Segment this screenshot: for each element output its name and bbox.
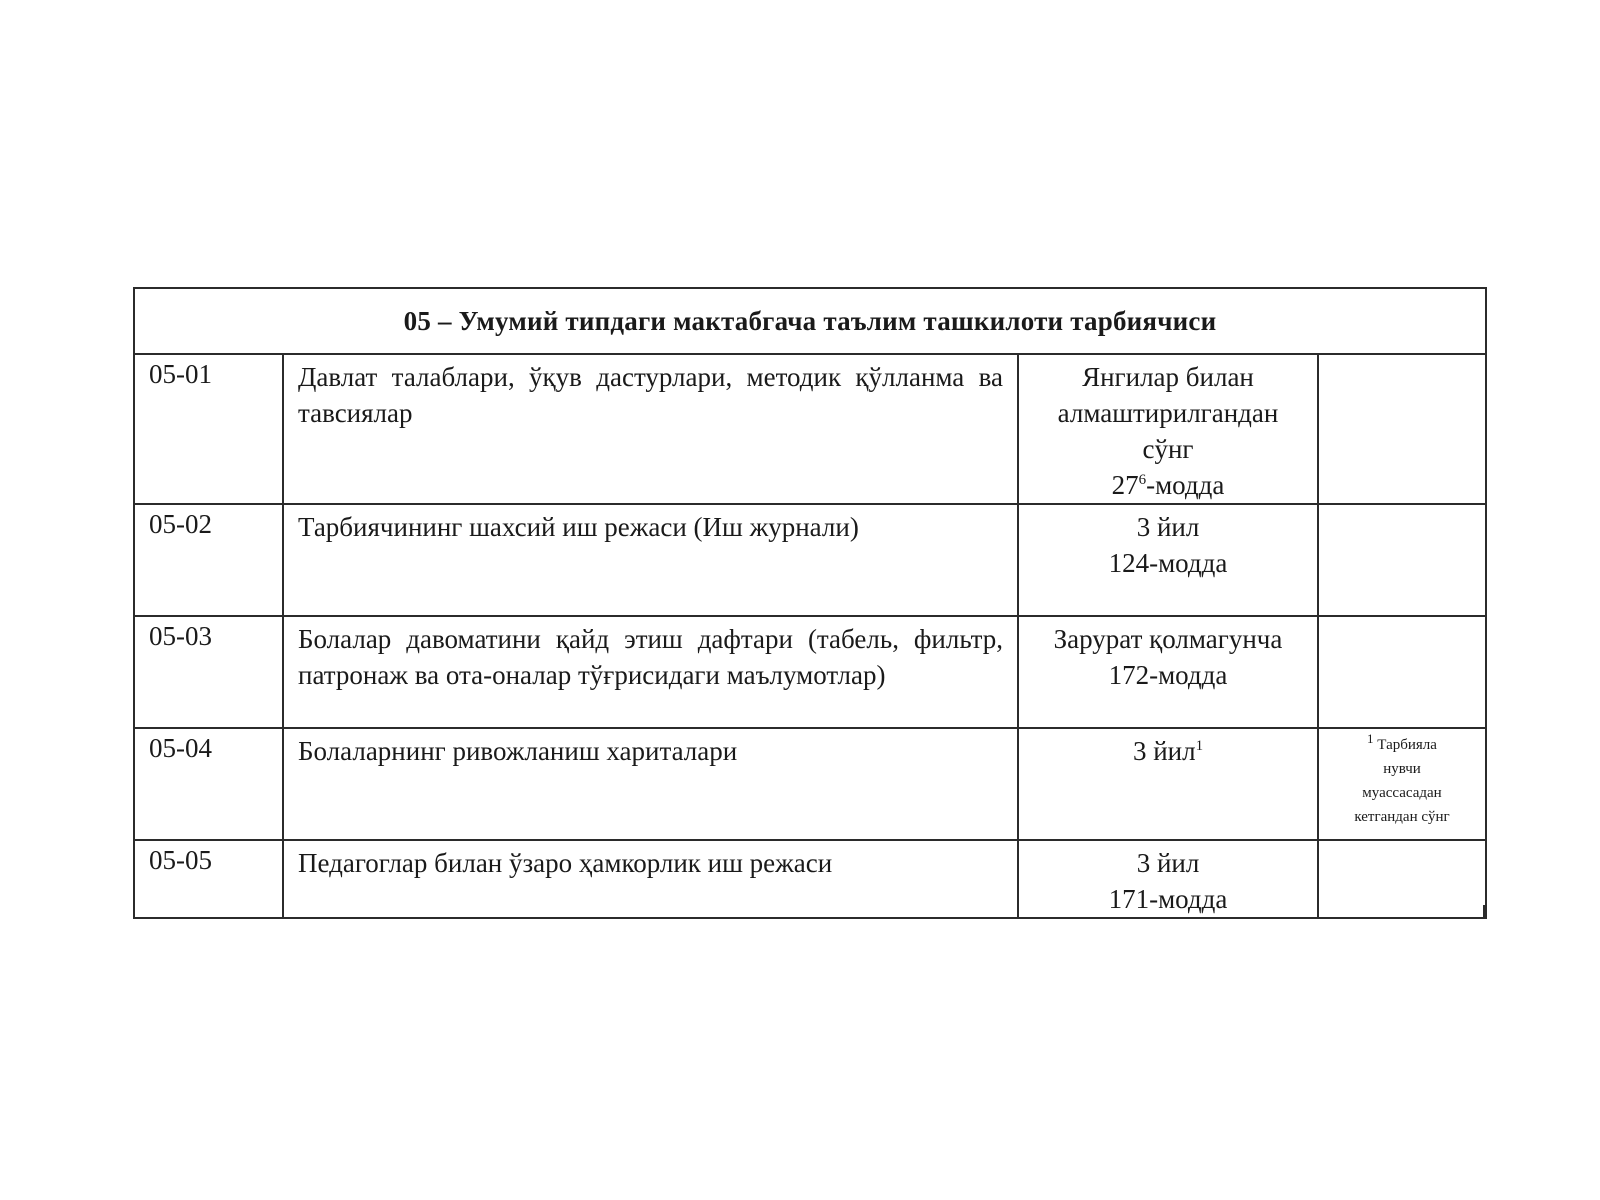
term-line: 171-модда	[1108, 884, 1228, 914]
row-document-name: Болаларнинг ривожланиш хариталари	[283, 728, 1018, 840]
note-line: кетгандан сўнг	[1354, 809, 1450, 825]
row-note	[1318, 840, 1486, 918]
row-note	[1318, 728, 1486, 840]
term-line: алмаштирилгандан	[1057, 398, 1279, 428]
table-border-continuation	[133, 905, 135, 917]
note-line: муассасадан	[1362, 785, 1442, 801]
table-row	[134, 616, 1486, 728]
term-line: сўнг	[1142, 434, 1194, 464]
table-row	[134, 504, 1486, 616]
term-line	[1025, 733, 1311, 769]
row-code: 05-01	[134, 354, 283, 504]
footnote-marker: 1	[1195, 738, 1204, 754]
term-line: 3 йил	[1136, 848, 1200, 878]
note-line	[1321, 733, 1483, 757]
table-border-continuation	[1483, 905, 1485, 917]
term-line: 172-модда	[1108, 660, 1228, 690]
article-suffix: -модда	[1146, 470, 1225, 500]
term-line: 124-модда	[1108, 548, 1228, 578]
row-note	[1318, 354, 1486, 504]
row-retention-term	[1018, 728, 1318, 840]
term-article	[1025, 467, 1311, 503]
row-code: 05-03	[134, 616, 283, 728]
row-retention-term	[1018, 354, 1318, 504]
table-row	[134, 728, 1486, 840]
row-retention-term	[1018, 504, 1318, 616]
term-line: 3 йил	[1136, 512, 1200, 542]
term-line: Янгилар билан	[1082, 362, 1254, 392]
row-note	[1318, 504, 1486, 616]
row-code: 05-05	[134, 840, 283, 918]
row-document-name: Болалар давоматини қайд этиш дафтари (табель, фильтр, патронаж ва ота-оналар тўғрисидаги маълумотлар)	[283, 616, 1018, 728]
retention-schedule-table	[133, 287, 1487, 919]
row-document-name: Давлат талаблари, ўқув дастурлари, методик қўлланма ва тавсиялар	[283, 354, 1018, 504]
row-retention-term	[1018, 616, 1318, 728]
term-text: 3 йил	[1132, 736, 1196, 766]
note-text: Тарбияла	[1377, 737, 1437, 753]
table-row	[134, 840, 1486, 918]
table-row	[134, 354, 1486, 504]
row-code: 05-04	[134, 728, 283, 840]
table-section-title: 05 – Умумий типдаги мактабгача таълим ташкилоти тарбиячиси	[134, 288, 1486, 354]
term-line: Зарурат қолмагунча	[1053, 624, 1283, 654]
row-document-name: Тарбиячининг шахсий иш режаси (Иш журнали)	[283, 504, 1018, 616]
article-superscript: 6	[1138, 472, 1147, 488]
footnote-marker: 1	[1367, 731, 1374, 746]
row-retention-term	[1018, 840, 1318, 918]
article-number: 27	[1111, 470, 1139, 500]
row-code: 05-02	[134, 504, 283, 616]
row-note	[1318, 616, 1486, 728]
note-line: нувчи	[1383, 761, 1421, 777]
row-document-name: Педагоглар билан ўзаро ҳамкорлик иш режаси	[283, 840, 1018, 918]
